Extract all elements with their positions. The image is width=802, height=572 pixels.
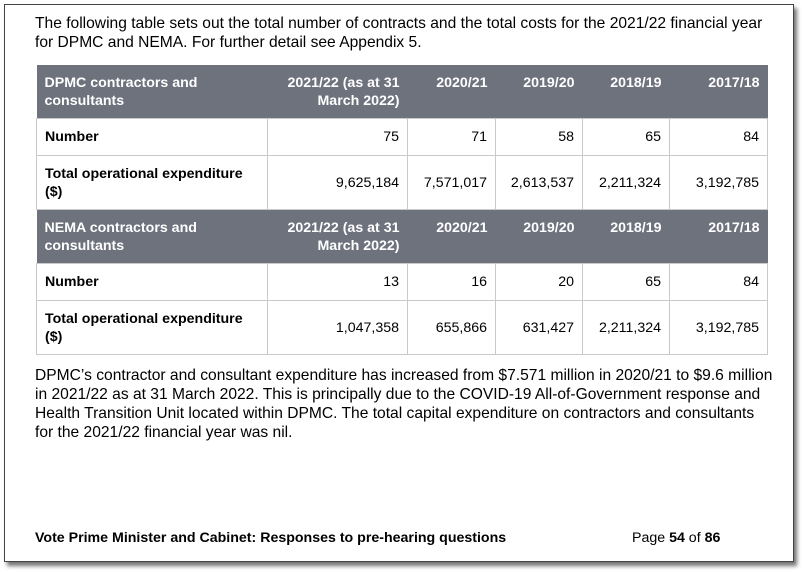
column-header: 2017/18 <box>670 65 768 119</box>
column-header: 2017/18 <box>670 210 768 264</box>
table-row <box>37 119 768 156</box>
row-label: Number <box>37 119 268 156</box>
table-cell: 655,866 <box>408 301 496 355</box>
table-cell: 3,192,785 <box>670 156 768 210</box>
table-cell: 71 <box>408 119 496 156</box>
table-cell: 16 <box>408 264 496 301</box>
table-cell: 7,571,017 <box>408 156 496 210</box>
dpmc-contractors-table <box>36 65 768 210</box>
table-cell: 65 <box>583 264 670 301</box>
row-label: Total operational expenditure ($) <box>37 301 268 355</box>
column-header: 2018/19 <box>583 210 670 264</box>
table-cell: 65 <box>583 119 670 156</box>
column-header: 2020/21 <box>408 65 496 119</box>
table-cell: 2,613,537 <box>496 156 583 210</box>
table-cell: 631,427 <box>496 301 583 355</box>
table-cell: 20 <box>496 264 583 301</box>
page-current: 54 <box>669 530 685 546</box>
row-label: Total operational expenditure ($) <box>37 156 268 210</box>
summary-paragraph: DPMC’s contractor and consultant expenditure has increased from $7.571 million in 2020/21 to $9.6 million in 2021/22 as at 31 March 2022. This is principally due to the COVID-19 All-of-Government response and Health Transition Unit located within DPMC. The total capital expenditure on contractors and consultants for the 2021/22 financial year was nil. <box>35 367 773 441</box>
table-cell: 9,625,184 <box>268 156 408 210</box>
column-header: 2021/22 (as at 31 March 2022) <box>268 210 408 264</box>
column-header: DPMC contractors and consultants <box>37 65 268 119</box>
intro-paragraph: The following table sets out the total number of contracts and the total costs for the 2021/22 financial year for DPMC and NEMA. For further detail see Appendix 5. <box>35 15 763 51</box>
table-cell: 84 <box>670 264 768 301</box>
table-cell: 2,211,324 <box>583 156 670 210</box>
table-cell: 3,192,785 <box>670 301 768 355</box>
footer-title: Vote Prime Minister and Cabinet: Responses to pre-hearing questions <box>35 530 507 546</box>
table-cell: 75 <box>268 119 408 156</box>
page-total: 86 <box>704 530 721 546</box>
table-cell: 58 <box>496 119 583 156</box>
column-header: 2020/21 <box>408 210 496 264</box>
table-row <box>37 264 768 301</box>
column-header: 2018/19 <box>583 65 670 119</box>
table-cell: 1,047,358 <box>268 301 408 355</box>
column-header: 2021/22 (as at 31 March 2022) <box>268 65 408 119</box>
table-cell: 2,211,324 <box>583 301 670 355</box>
table-row <box>37 301 768 355</box>
nema-contractors-table <box>36 210 768 355</box>
page-number <box>632 530 720 546</box>
table-header-row <box>37 210 768 264</box>
table-cell: 13 <box>268 264 408 301</box>
table-row <box>37 156 768 210</box>
row-label: Number <box>37 264 268 301</box>
column-header: 2019/20 <box>496 65 583 119</box>
column-header: NEMA contractors and consultants <box>37 210 268 264</box>
table-header-row <box>37 65 768 119</box>
table-cell: 84 <box>670 119 768 156</box>
page-of: of <box>684 530 705 546</box>
page-prefix: Page <box>632 530 670 546</box>
column-header: 2019/20 <box>496 210 583 264</box>
